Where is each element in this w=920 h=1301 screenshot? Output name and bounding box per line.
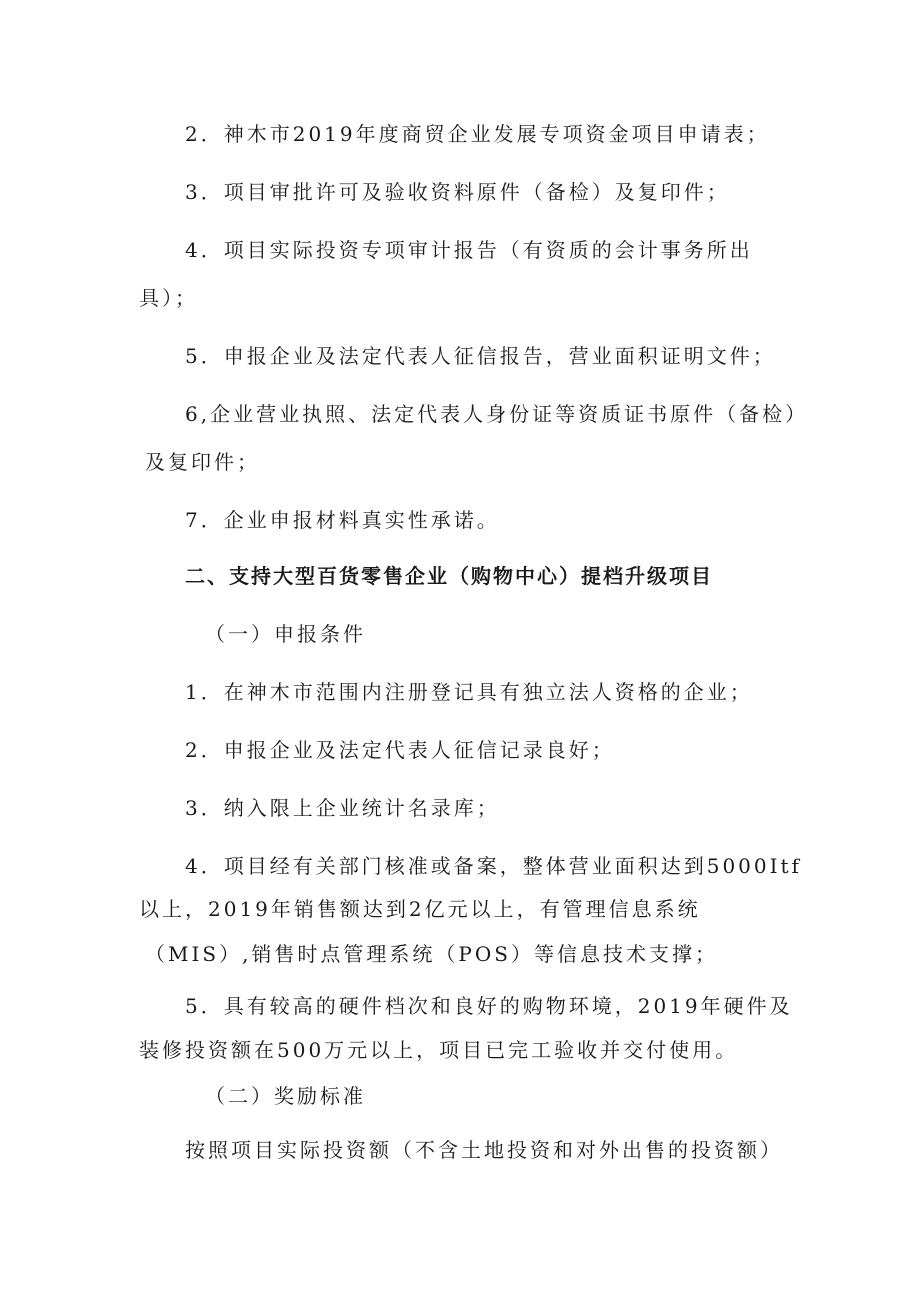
list-item-application-form: 2．神木市2019年度商贸企业发展专项资金项目申请表； <box>185 122 770 146</box>
condition-item-statistics-registry: 3．纳入限上企业统计名录库； <box>185 796 500 820</box>
list-item-audit-report: 4．项目实际投资专项审计报告（有资质的会计事务所出 <box>185 238 753 262</box>
condition-item-hardware: 5．具有较高的硬件档次和良好的购物环境，2019年硬件及 <box>185 994 793 1018</box>
condition-item-project-approval: 4．项目经有关部门核准或备案，整体营业面积达到5000Itf <box>185 854 802 878</box>
list-item-business-license: 6,企业营业执照、法定代表人身份证等资质证书原件（备检） <box>185 402 809 426</box>
condition-item-project-approval-line2: 以上，2019年销售额达到2亿元以上，有管理信息系统 <box>139 897 701 921</box>
list-item-audit-report-continued: 具）； <box>139 286 198 310</box>
condition-item-credit-record: 2．申报企业及法定代表人征信记录良好； <box>185 738 615 762</box>
subsection-heading-conditions: （一）申报条件 <box>205 622 366 646</box>
condition-item-hardware-line2: 装修投资额在500万元以上，项目已完工验收并交付使用。 <box>139 1038 739 1062</box>
list-item-credit-report: 5．申报企业及法定代表人征信报告，营业面积证明文件； <box>185 344 776 368</box>
reward-standard-paragraph: 按照项目实际投资额（不含土地投资和对外出售的投资额） <box>185 1138 783 1162</box>
condition-item-project-approval-line3: （MIS）,销售时点管理系统（POS）等信息技术支撑； <box>145 942 718 966</box>
condition-item-registration: 1．在神木市范围内注册登记具有独立法人资格的企业； <box>185 680 753 704</box>
section-heading: 二、支持大型百货零售企业（购物中心）提档升级项目 <box>185 564 713 588</box>
list-item-business-license-continued: 及复印件； <box>145 450 260 474</box>
subsection-heading-reward: （二）奖励标准 <box>205 1084 366 1108</box>
list-item-approval-documents: 3．项目审批许可及验收资料原件（备检）及复印件； <box>185 180 730 204</box>
list-item-authenticity-pledge: 7．企业申报材料真实性承诺。 <box>185 508 500 532</box>
